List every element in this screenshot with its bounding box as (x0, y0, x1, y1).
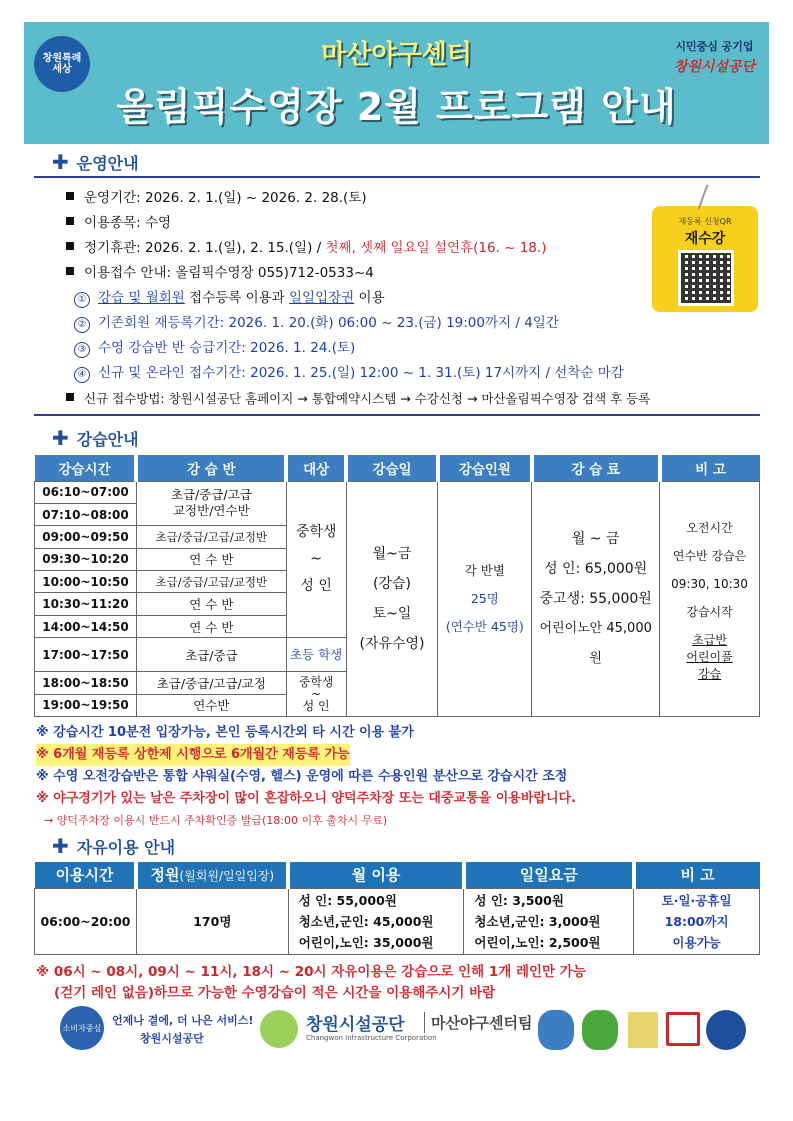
info-sub-4 (66, 361, 756, 386)
remark-text: 연수반 강습은 (672, 549, 747, 564)
bullet-icon (66, 192, 74, 200)
note-text: ※ 6개월 재등록 상한제 시행으로 6개월간 재등록 가능 (36, 744, 350, 766)
fee-text: 어린이노안 45,000원 (539, 620, 652, 666)
note-text: ※ 수영 오전강습반은 통합 샤워실(수영, 헬스) 운영에 따른 수용인원 분산으로 강습시간 조정 (36, 769, 568, 784)
remark-text: 이용가능 (672, 934, 721, 950)
corp-name: 창원시설공단 (306, 1015, 405, 1035)
header-banner (24, 22, 769, 144)
daily-cell (464, 888, 634, 954)
class-cell: 연 수 반 (136, 615, 286, 637)
info-text: 정기휴관: 2026. 2. 1.(일), 2. 15.(일) / (84, 240, 322, 256)
fee-text: 성 인: 65,000원 (544, 560, 648, 577)
bullet-icon (66, 217, 74, 225)
class-cell: 초급/중급/고급/교정반 (136, 571, 286, 593)
section-title: 강습안내 (76, 430, 139, 449)
plus-icon: ✚ (52, 426, 69, 450)
note-text: ※ 야구경기가 있는 날은 주차장이 많이 혼잡하오니 양덕주차장 또는 대중교통을 이용바랍니다. (36, 791, 577, 806)
changwon-logo (260, 1010, 298, 1048)
ccm-text: 소비자중심 (62, 1023, 102, 1033)
class-cell: 초급/중급/고급 교정반/연수반 (136, 481, 286, 526)
number-badge: ③ (74, 342, 90, 358)
mascot-icon (582, 1010, 618, 1050)
remark-cell (660, 481, 760, 717)
info-text: 강습 및 월회원 (98, 290, 185, 306)
note-text: ※ 강습시간 10분전 입장가능, 본인 등록시간외 타 시간 이용 불가 (36, 725, 414, 740)
table-row (35, 888, 760, 954)
time-cell: 09:00~09:50 (35, 526, 137, 548)
time-cell: 06:10~07:00 (35, 481, 137, 503)
price-text: 성 인: 3,500원 (474, 892, 564, 908)
col-header: 강 습 료 (532, 455, 660, 481)
info-text: 일일입장권 (289, 290, 355, 306)
class-cell: 연 수 반 (136, 548, 286, 570)
capacity-text: (연수반 45명) (445, 618, 524, 634)
target-cell: 중학생 ~ 성 인 (286, 672, 346, 717)
class-cell: 초급/중급 (136, 638, 286, 672)
table-header-row (35, 862, 760, 888)
col-header: 비 고 (660, 455, 760, 481)
remark-text: 초급반 (692, 633, 727, 648)
bullet-icon (66, 267, 74, 275)
class-cell: 연 수 반 (136, 593, 286, 615)
fee-text: 중고생: 55,000원 (539, 590, 652, 607)
class-cell: 초급/중급/고급/교정반 (136, 526, 286, 548)
note-text: ※ 06시 ~ 08시, 09시 ~ 11시, 18시 ~ 20시 자유이용은 강습으로 인해 1개 레인만 가능 (36, 964, 586, 980)
number-badge: ④ (74, 367, 90, 383)
fee-cell (532, 481, 660, 717)
number-badge: ① (74, 292, 90, 308)
col-header: 강 습 반 (136, 455, 286, 481)
info-period (66, 186, 756, 211)
info-sub-3 (66, 336, 756, 361)
time-cell: 06:00~20:00 (35, 888, 137, 954)
certification-icon (666, 1012, 700, 1046)
price-text: 청소년,군인: 45,000원 (298, 913, 434, 929)
remark-text: 강습 (697, 667, 722, 682)
target-cell: 초등 학생 (286, 638, 346, 672)
divider (34, 176, 760, 178)
qr-label: 재수강 (684, 231, 726, 247)
remark-text: 18:00까지 (664, 913, 729, 929)
price-text: 청소년,군인: 3,000원 (474, 913, 601, 929)
capacity-cell: 170명 (136, 888, 288, 954)
ccm-logo (60, 1006, 104, 1050)
note-text: → 양덕주차장 이용시 반드시 주차확인증 발급(18:00 이후 출차시 무료) (44, 814, 388, 827)
time-cell: 17:00~17:50 (35, 638, 137, 672)
info-text: 신규 및 온라인 접수기간: 2026. 1. 25.(일) 12:00 ~ 1. 31.(토) 17시까지 / 선착순 마감 (98, 365, 624, 381)
info-text: 신규 접수방법: 창원시설공단 홈페이지 → 통합예약시스템 → 수강신청 → 마산올림픽수영장 검색 후 등록 (84, 391, 651, 406)
time-cell: 07:10~08:00 (35, 503, 137, 525)
col-header: 강습시간 (35, 455, 137, 481)
price-text: 어린이,노인: 2,500원 (474, 934, 601, 950)
price-text: 성 인: 55,000원 (298, 892, 397, 908)
corp-name: 창원시설공단 (673, 59, 755, 75)
col-header (136, 862, 288, 888)
info-text: 운영기간: 2026. 2. 1.(일) ~ 2026. 2. 28.(토) (84, 190, 367, 206)
remark-text: 09:30, 10:30 (671, 577, 748, 592)
section-free-heading (52, 834, 175, 858)
footer-slogan-org: 창원시설공단 (140, 1032, 204, 1045)
divider (34, 414, 760, 416)
info-text: 기존회원 재등록기간: 2026. 1. 20.(화) 06:00 ~ 23.(금) 19:00까지 / 4일간 (98, 315, 559, 331)
time-cell: 10:00~10:50 (35, 571, 137, 593)
monthly-cell (288, 888, 464, 954)
free-use-table (34, 862, 760, 955)
col-header: 대상 (286, 455, 346, 481)
target-cell: 중학생 ~ 성 인 (286, 481, 346, 638)
col-header: 월 이용 (288, 862, 464, 888)
col-header: 이용시간 (35, 862, 137, 888)
section-title: 자유이용 안내 (76, 838, 176, 857)
remark-text: 토·일·공휴일 (661, 892, 732, 908)
header-text: (월회원/일일입장) (179, 869, 275, 884)
remark-text: 강습시작 (686, 605, 733, 620)
capacity-cell (438, 481, 532, 717)
qr-code-icon[interactable] (678, 250, 734, 306)
section-operation-heading (52, 150, 139, 174)
time-cell: 10:30~11:20 (35, 593, 137, 615)
col-header: 강습인원 (438, 455, 532, 481)
qr-caption: 재등록 신청QR (678, 217, 732, 226)
time-cell: 14:00~14:50 (35, 615, 137, 637)
capacity-text: 각 반별 (464, 562, 505, 578)
class-cell: 초급/중급/고급/교정 (136, 672, 286, 694)
holiday-text: 첫째, 셋째 일요일 설연휴(16. ~ 18.) (325, 240, 547, 256)
capacity-text: 25명 (470, 590, 499, 606)
plus-icon: ✚ (52, 834, 69, 858)
remark-text: 오전시간 (686, 521, 733, 536)
center-name: 마산야구센터 (321, 40, 472, 70)
header-text: 정원 (150, 866, 180, 885)
footer-slogan: 언제나 곁에, 더 나은 서비스! (112, 1014, 254, 1027)
info-text: 수영 강습반 반 승급기간: 2026. 1. 24.(토) (98, 340, 356, 356)
info-text: 접수등록 이용과 (189, 290, 285, 306)
human-rights-icon (706, 1010, 746, 1050)
col-header: 비 고 (634, 862, 760, 888)
plus-icon: ✚ (52, 150, 69, 174)
remark-text: 어린이풀 (686, 650, 733, 665)
page-title: 올림픽수영장 2월 프로그램 안내 (116, 85, 677, 129)
center-name: 마산야구센터팀 (424, 1012, 532, 1033)
days-cell: 월~금 (강습) 토~일 (자유수영) (346, 481, 438, 717)
fee-text: 월 ~ 금 (571, 530, 620, 547)
info-text: 이용종목: 수영 (84, 215, 172, 231)
corp-logo (674, 38, 755, 76)
time-cell: 18:00~18:50 (35, 672, 137, 694)
col-header: 일일요금 (464, 862, 634, 888)
mascot-icon (538, 1010, 574, 1050)
number-badge: ② (74, 317, 90, 333)
bullet-icon (66, 393, 74, 401)
notes (36, 722, 766, 832)
corp-en: Changwon Infrastructure Corporation (306, 1034, 437, 1042)
table-row (35, 481, 760, 503)
table-header-row (35, 455, 760, 481)
section-lessons-heading (52, 426, 139, 450)
time-cell: 19:00~19:50 (35, 694, 137, 716)
free-use-note (36, 962, 766, 1004)
class-cell: 연수반 (136, 694, 286, 716)
price-text: 어린이,노인: 35,000원 (298, 934, 434, 950)
time-cell: 09:30~10:20 (35, 548, 137, 570)
remark-cell (634, 888, 760, 954)
section-title: 운영안내 (76, 154, 139, 173)
bullet-icon (66, 242, 74, 250)
col-header: 강습일 (346, 455, 438, 481)
info-text: 이용 (358, 290, 385, 306)
corp-slogan: 시민중심 공기업 (675, 40, 754, 53)
info-sub-2 (66, 311, 756, 336)
footer (50, 1006, 750, 1056)
qr-tag[interactable] (652, 206, 758, 312)
info-text: 이용접수 안내: 올림픽수영장 055)712-0533~4 (84, 265, 374, 281)
city-logo: 창원특례 세상 (34, 36, 90, 92)
lesson-table (34, 455, 760, 717)
certification-icon (628, 1012, 658, 1048)
note-text: (걷기 레인 없음)하므로 가능한 수영강습이 적은 시간을 이용해주시기 바람 (54, 985, 496, 1001)
info-new-method (66, 386, 756, 411)
